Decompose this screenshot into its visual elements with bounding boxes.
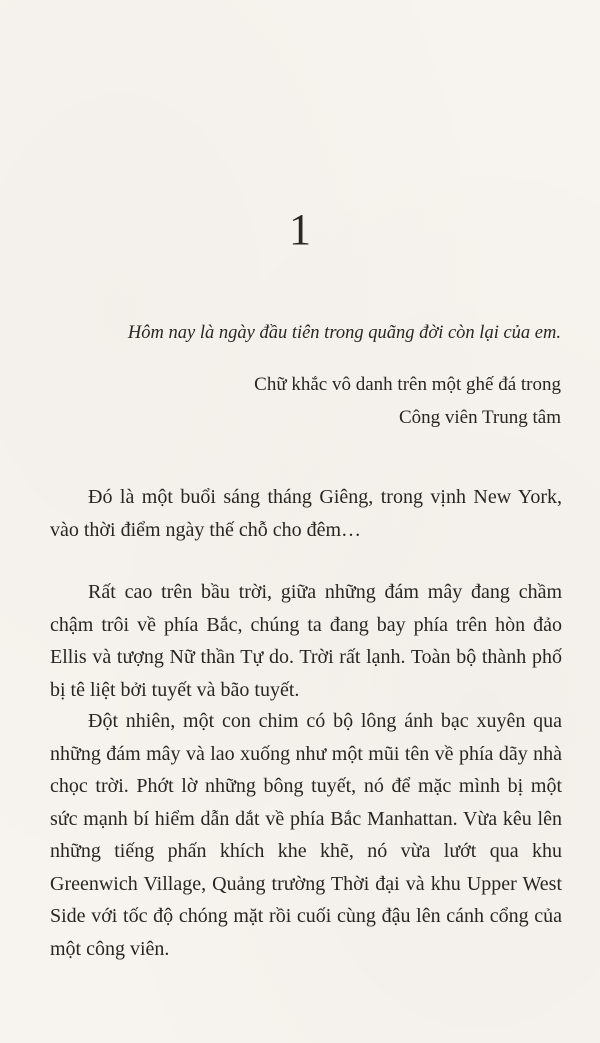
paragraph-2: Rất cao trên bầu trời, giữa những đám mây đang chầm chậm trôi về phía Bắc, chúng ta đang bay phía trên hòn đảo Ellis và tượng Nữ thần Tự do. Trời rất lạnh. Toàn bộ thành phố bị tê liệt bởi tuyết và bão tuyết. (50, 581, 562, 701)
paragraph-3: Đột nhiên, một con chim có bộ lông ánh bạc xuyên qua những đám mây và lao xuống như một mũi tên về phía dãy nhà chọc trời. Phớt lờ những bông tuyết, nó để mặc mình bị một sức mạnh bí hiểm dẫn dắt về phía Bắc Manhattan. Vừa kêu lên những tiếng phấn khích khe khẽ, nó vừa lướt qua khu Greenwich Village, Quảng trường Thời đại và khu Upper West Side với tốc độ chóng mặt rồi cuối cùng đậu lên cánh cổng của một công viên. (50, 710, 562, 960)
epigraph-source-line-2: Công viên Trung tâm (398, 407, 561, 428)
epigraph-source (254, 368, 561, 434)
epigraph-quote: Hôm nay là ngày đầu tiên trong quãng đời còn lại của em. (127, 323, 561, 343)
epigraph-source-line-1: Chữ khắc vô danh trên một ghế đá trong (254, 374, 561, 395)
paragraph-1: Đó là một buổi sáng tháng Giêng, trong vịnh New York, vào thời điểm ngày thế chỗ cho đêm… (50, 486, 562, 541)
chapter-number: 1 (289, 205, 311, 254)
